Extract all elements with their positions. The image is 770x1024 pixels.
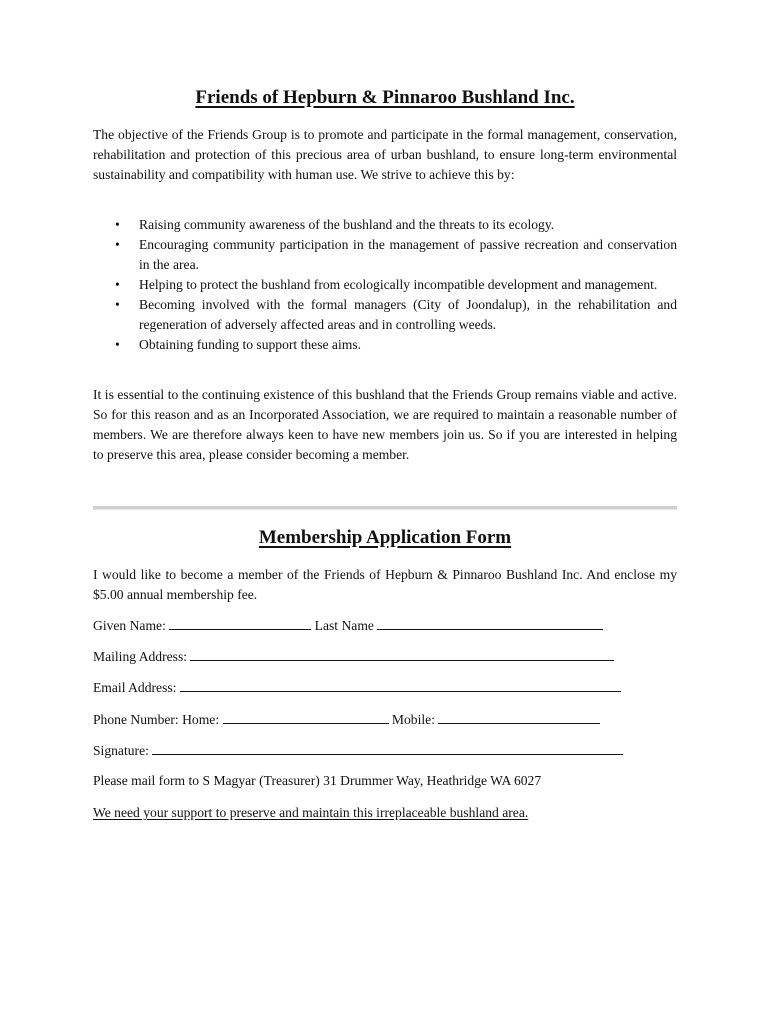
- last-name-field[interactable]: [377, 615, 603, 630]
- phone-row: [93, 709, 600, 730]
- list-item: [93, 235, 677, 275]
- membership-paragraph: It is essential to the continuing existence of this bushland that the Friends Group remains viable and active. So for this reason and as an Incorporated Association, we are required to maintain a reasonable number of members. We are therefore always keen to have new members join us. So if you are interested in helping to preserve this area, please consider becoming a member.: [93, 387, 677, 462]
- bullet-icon: •: [115, 217, 120, 232]
- signature-field[interactable]: [152, 740, 623, 755]
- signature-row: [93, 740, 623, 761]
- support-message: We need your support to preserve and maintain this irreplaceable bushland area.: [93, 805, 529, 820]
- given-name-label: Given Name:: [93, 618, 166, 633]
- document-title: Friends of Hepburn & Pinnaroo Bushland Inc.: [195, 87, 575, 108]
- given-name-field[interactable]: [169, 615, 311, 630]
- email-address-field[interactable]: [180, 677, 621, 692]
- bullet-icon: •: [115, 237, 120, 252]
- mail-instruction: Please mail form to S Magyar (Treasurer) 31 Drummer Way, Heathridge WA 6027: [93, 773, 542, 788]
- phone-home-label: Phone Number: Home:: [93, 712, 220, 727]
- list-item-text: Becoming involved with the formal managers (City of Joondalup), in the rehabilitation and regeneration of adversely affected areas and in controlling weeds.: [139, 297, 677, 332]
- bullet-icon: •: [115, 277, 120, 292]
- form-title: Membership Application Form: [258, 527, 512, 548]
- mailing-address-label: Mailing Address:: [93, 649, 188, 664]
- list-item-text: Encouraging community participation in the management of passive recreation and conservation in the area.: [139, 237, 677, 272]
- section-divider: [93, 506, 677, 510]
- mobile-label: Mobile:: [391, 712, 435, 727]
- list-item: [93, 335, 677, 355]
- mailing-address-field[interactable]: [190, 646, 614, 661]
- objective-paragraph: The objective of the Friends Group is to promote and participate in the formal management, conservation, rehabilitation and protection of this precious area of urban bushland, to ensure long-term environmental sustainability and compatibility with human use. We strive to achieve this by:: [93, 127, 677, 182]
- signature-label: Signature:: [93, 743, 149, 758]
- list-item: [93, 295, 677, 335]
- email-address-row: [93, 677, 621, 698]
- list-item-text: Obtaining funding to support these aims.: [139, 337, 362, 352]
- phone-home-field[interactable]: [223, 709, 389, 724]
- form-intro-paragraph: I would like to become a member of the Friends of Hepburn & Pinnaroo Bushland Inc. And enclose my $5.00 annual membership fee.: [93, 567, 677, 602]
- aims-list: [93, 215, 677, 355]
- bullet-icon: •: [115, 297, 120, 312]
- mobile-field[interactable]: [438, 709, 600, 724]
- list-item: [93, 215, 677, 235]
- bullet-icon: •: [115, 337, 120, 352]
- list-item-text: Raising community awareness of the bushland and the threats to its ecology.: [139, 217, 555, 232]
- mailing-address-row: [93, 646, 614, 667]
- list-item: [93, 275, 677, 295]
- last-name-label: Last Name: [314, 618, 374, 633]
- email-address-label: Email Address:: [93, 680, 177, 695]
- list-item-text: Helping to protect the bushland from ecologically incompatible development and management.: [139, 277, 658, 292]
- name-row: [93, 615, 603, 636]
